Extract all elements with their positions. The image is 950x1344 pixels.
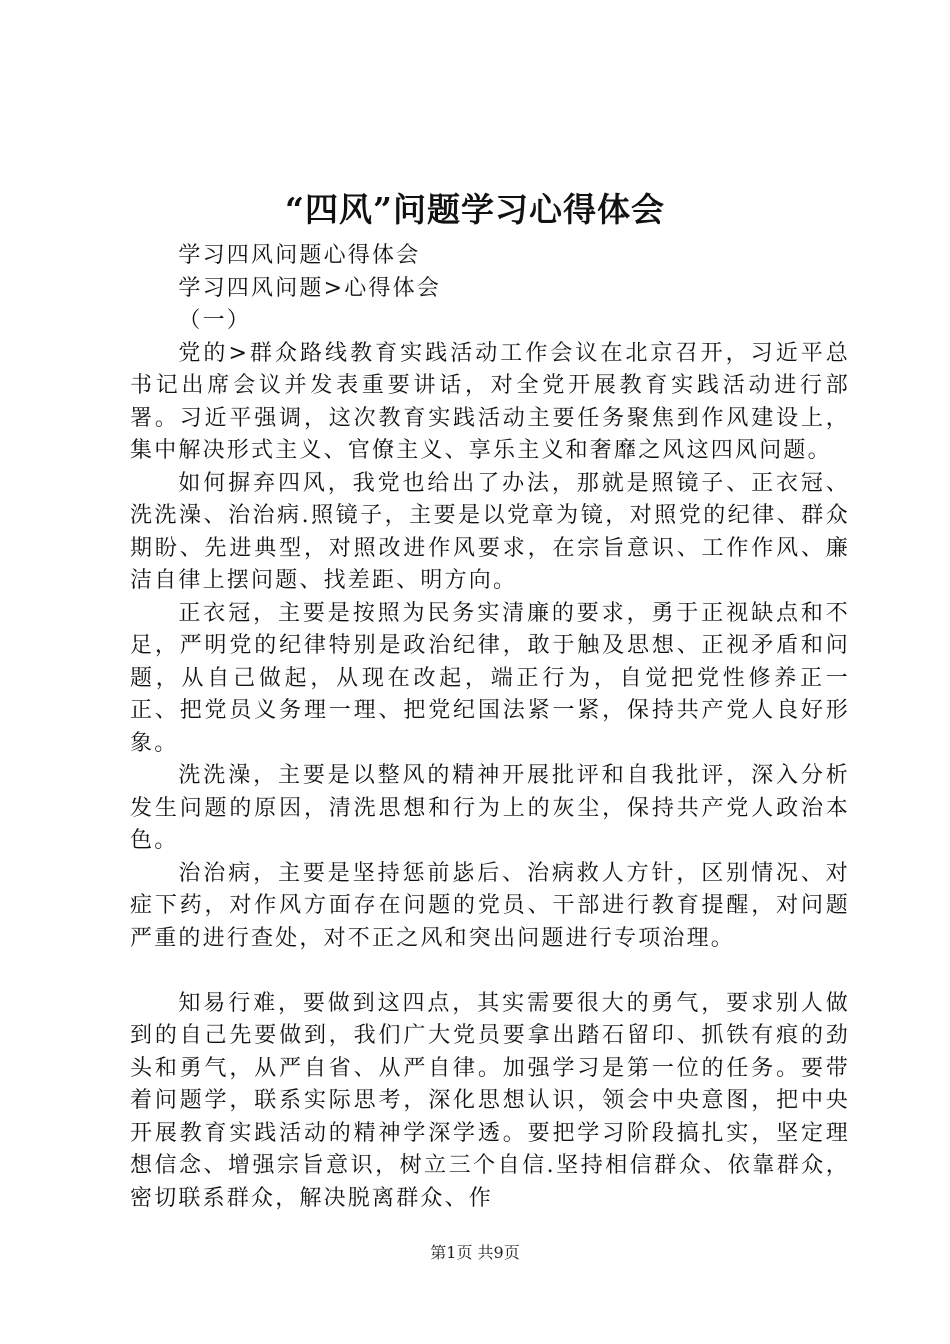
- paragraph-section-number: （一）: [178, 308, 251, 333]
- paragraph-intro: 党的>群众路线教育实践活动工作会议在北京召开，习近平总书记出席会议并发表重要讲话，对全党开展教育实践活动进行部署。习近平强调，这次教育实践活动主要任务聚焦到作风建设上，集中解决形式主义、官僚主义、享乐主义和奢靡之风这四风问题。: [130, 340, 850, 463]
- paragraph-spacer: [130, 955, 850, 988]
- paragraph-correct-attire: 正衣冠，主要是按照为民务实清廉的要求，勇于正视缺点和不足，严明党的纪律特别是政治纪律，敢于触及思想、正视矛盾和问题，从自己做起，从现在改起，端正行为，自觉把党性修养正一正、把党员义务理一理、把党纪国法紧一紧，保持共产党人良好形象。: [130, 600, 850, 756]
- paragraph-bathing: 洗洗澡，主要是以整风的精神开展批评和自我批评，深入分析发生问题的原因，清洗思想和行为上的灰尘，保持共产党人政治本色。: [130, 763, 850, 853]
- paragraph-action: 知易行难，要做到这四点，其实需要很大的勇气，要求别人做到的自己先要做到，我们广大党员要拿出踏石留印、抓铁有痕的劲头和勇气，从严自省、从严自律。加强学习是第一位的任务。要带着问题学，联系实际思考，深化思想认识，领会中央意图，把中央开展教育实践活动的精神学深学透。要把学习阶段搞扎实，坚定理想信念、增强宗旨意识，树立三个自信.坚持相信群众、依靠群众，密切联系群众，解决脱离群众、作: [130, 990, 850, 1211]
- paragraph-methods: 如何摒弃四风，我党也给出了办法，那就是照镜子、正衣冠、洗洗澡、治治病.照镜子，主要是以党章为镜，对照党的纪律、群众期盼、先进典型，对照改进作风要求，在宗旨意识、工作作风、廉洁自律上摆问题、找差距、明方向。: [130, 470, 850, 593]
- paragraph-treatment: 治治病，主要是坚持惩前毖后、治病救人方针，区别情况、对症下药，对作风方面存在问题的党员、干部进行教育提醒，对问题严重的进行查处，对不正之风和突出问题进行专项治理。: [130, 860, 850, 951]
- page-number: 第1页 共9页: [430, 1243, 520, 1262]
- paragraph-subtitle-1: 学习四风问题心得体会: [178, 243, 421, 268]
- document-title: “四风”问题学习心得体会: [285, 190, 665, 229]
- paragraph-subtitle-2: 学习四风问题>心得体会: [178, 275, 442, 301]
- document-body: [130, 240, 850, 1215]
